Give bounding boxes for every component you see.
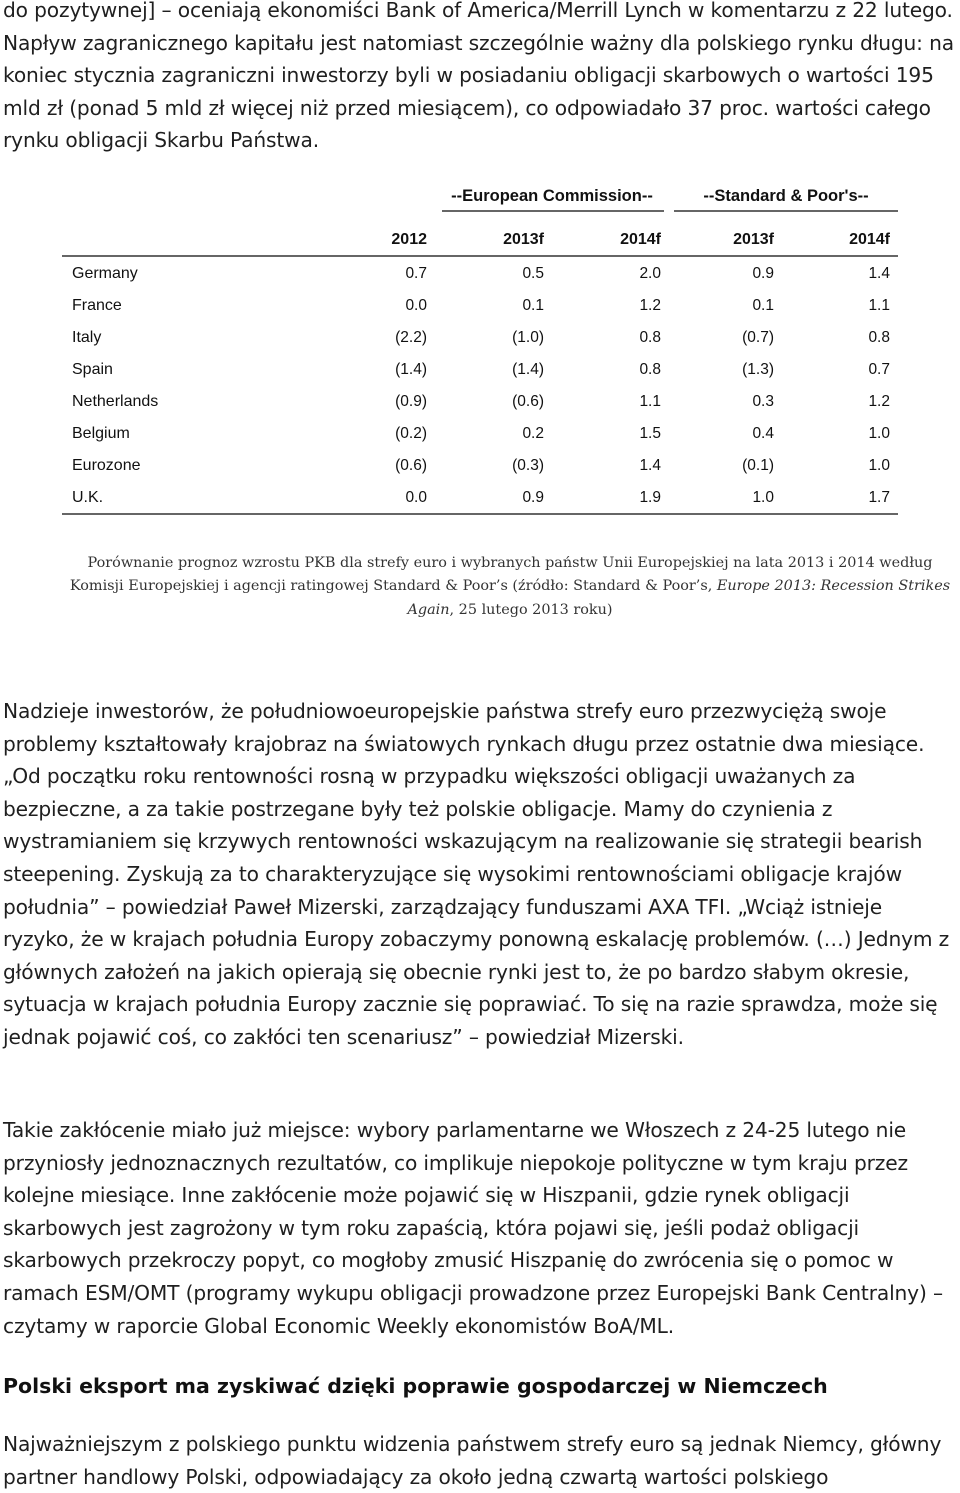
intro-paragraph: do pozytywnej] – oceniają ekonomiści Bank of America/Merrill Lynch w komentarzu z 22 lutego. Napływ zagranicznego kapitału jest natomiast szczególnie ważny dla polskiego rynku długu: na koniec stycznia zagraniczni inwestorzy byli w posiadaniu obligacji skarbowych o wartości 195 mld zł (ponad 5 mld zł więcej niż przed miesiącem), co odpowiadało 37 proc. wartości całego rynku obligacji Skarbu Państwa. — [3, 0, 954, 153]
table-cell: 0.1 — [522, 297, 544, 314]
row-label: Netherlands — [72, 393, 159, 410]
table-cell: 1.5 — [639, 425, 661, 442]
table-cell: 1.7 — [868, 489, 890, 506]
table-cell: 0.9 — [752, 265, 774, 282]
column-header: 2012 — [391, 231, 427, 248]
table-cell: 1.9 — [639, 489, 661, 506]
row-label: Germany — [72, 265, 138, 282]
table-cell: (0.2) — [395, 425, 427, 442]
caption-source-title: Europe 2013: Recession Strikes Again — [407, 578, 951, 618]
row-label: Italy — [72, 329, 102, 346]
section-heading: Polski eksport ma zyskiwać dzięki poprawie gospodarczej w Niemczech — [3, 1374, 828, 1398]
column-header: 2013f — [733, 231, 774, 248]
column-header: 2014f — [620, 231, 661, 248]
table-cell: 1.2 — [639, 297, 661, 314]
table-cell: 1.1 — [868, 297, 890, 314]
table-cell: 0.0 — [405, 489, 427, 506]
paragraph-investor-hopes: Nadzieje inwestorów, że południowoeuropejskie państwa strefy euro przezwyciężą swoje problemy kształtowały krajobraz na światowych rynkach długu przez ostatnie dwa miesiące. „Od początku roku rentowności rosną w przypadku większości obligacji uważanych za bezpieczne, a za takie postrzegane były też polskie obligacje. Mamy do czynienia z wystramianiem się krzywych rentowności wskazującym na realizowanie się strategii bearish steepening. Zyskują za to charakteryzujące się wysokimi rentownościami obligacje krajów południa” – powiedział Paweł Mizerski, zarządzający funduszami AXA TFI. „Wciąż istnieje ryzyko, że w krajach południa Europy zobaczymy ponowną eskalację problemów. (…) Jednym z głównych założeń na jakich opierają się obecnie rynki jest to, że po bardzo słabym okresie, sytuacja w krajach południa Europy zacznie się poprawiać. To się na razie sprawdza, może się jednak pojawić coś, co zakłóci ten scenariusz” – powiedział Mizerski. — [3, 699, 950, 1049]
table-cell: (0.7) — [742, 329, 774, 346]
table-cell: 0.2 — [522, 425, 544, 442]
table-cell: (0.9) — [395, 393, 427, 410]
table-cell: (1.4) — [512, 361, 544, 378]
table-cell: 0.9 — [522, 489, 544, 506]
table-cell: (1.0) — [512, 329, 544, 346]
group-header-european-commission: --European Commission-- — [451, 187, 653, 205]
table-row — [62, 450, 898, 482]
table-cell: 0.0 — [405, 297, 427, 314]
table-cell: (0.6) — [395, 457, 427, 474]
row-label: Belgium — [72, 425, 130, 442]
table-cell: 1.0 — [868, 457, 890, 474]
table-cell: 1.2 — [868, 393, 890, 410]
table-cell: (0.1) — [742, 457, 774, 474]
table-cell: 0.3 — [752, 393, 774, 410]
column-header: 2013f — [503, 231, 544, 248]
group-underline — [674, 210, 898, 212]
table-row — [62, 482, 898, 514]
table-cell: (1.4) — [395, 361, 427, 378]
table-cell: 0.7 — [405, 265, 427, 282]
table-cell: 0.5 — [522, 265, 544, 282]
row-label: Eurozone — [72, 457, 141, 474]
table-cell: 2.0 — [639, 265, 661, 282]
table-cell: 1.1 — [639, 393, 661, 410]
table-cell: 1.4 — [868, 265, 890, 282]
table-row — [62, 354, 898, 386]
column-header: 2014f — [849, 231, 890, 248]
table-cell: 1.0 — [752, 489, 774, 506]
table-row — [62, 290, 898, 322]
gdp-forecast-table — [62, 185, 898, 517]
table-cell: (0.6) — [512, 393, 544, 410]
table-cell: 0.4 — [752, 425, 774, 442]
table-row — [62, 258, 898, 290]
table-cell: (2.2) — [395, 329, 427, 346]
table-cell: 0.8 — [868, 329, 890, 346]
table-cell: (0.3) — [512, 457, 544, 474]
row-label: Spain — [72, 361, 113, 378]
caption-text: Porównanie prognoz wzrostu PKB dla strefy euro i wybranych państw Unii Europejskiej na lata 2013 i 2014 według Komisji Europejskiej i agencji ratingowej Standard & Poor’s (źródło: Standard & Poor’s, — [69, 555, 933, 595]
table-cell: (1.3) — [742, 361, 774, 378]
table-row — [62, 386, 898, 418]
table-cell: 0.8 — [639, 361, 661, 378]
table-cell: 0.8 — [639, 329, 661, 346]
table-row — [62, 418, 898, 450]
paragraph-germany: Najważniejszym z polskiego punktu widzenia państwem strefy euro są jednak Niemcy, główny partner handlowy Polski, odpowiadający za około jedną czwartą wartości polskiego — [3, 1432, 942, 1489]
group-underline — [442, 210, 664, 212]
header-rule — [62, 255, 898, 257]
table-row — [62, 322, 898, 354]
row-label: France — [72, 297, 122, 314]
bottom-rule — [62, 513, 898, 515]
table-caption — [60, 552, 960, 622]
row-label: U.K. — [72, 489, 104, 506]
table-cell: 1.0 — [868, 425, 890, 442]
table-cell: 0.1 — [752, 297, 774, 314]
paragraph-disruption: Takie zakłócenie miało już miejsce: wybory parlamentarne we Włoszech z 24-25 lutego nie przyniosły jednoznacznych rezultatów, co implikuje niepokoje polityczne w tym kraju przez kolejne miesiące. Inne zakłócenie może pojawić się w Hiszpanii, gdzie rynek obligacji skarbowych jest zagrożony w tym roku zapaścią, która pojawi się, jeśli podaż obligacji skarbowych przekroczy popyt, co mogłoby zmusić Hiszpanię do zwrócenia się o pomoc w ramach ESM/OMT (programy wykupu obligacji prowadzone przez Europejski Bank Centralny) – czytamy w raporcie Global Economic Weekly ekonomistów BoA/ML. — [3, 1118, 943, 1338]
caption-text-end: , 25 lutego 2013 roku) — [449, 601, 613, 618]
table-cell: 0.7 — [868, 361, 890, 378]
table-cell: 1.4 — [639, 457, 661, 474]
group-header-standard-poors: --Standard & Poor's-- — [703, 187, 869, 205]
